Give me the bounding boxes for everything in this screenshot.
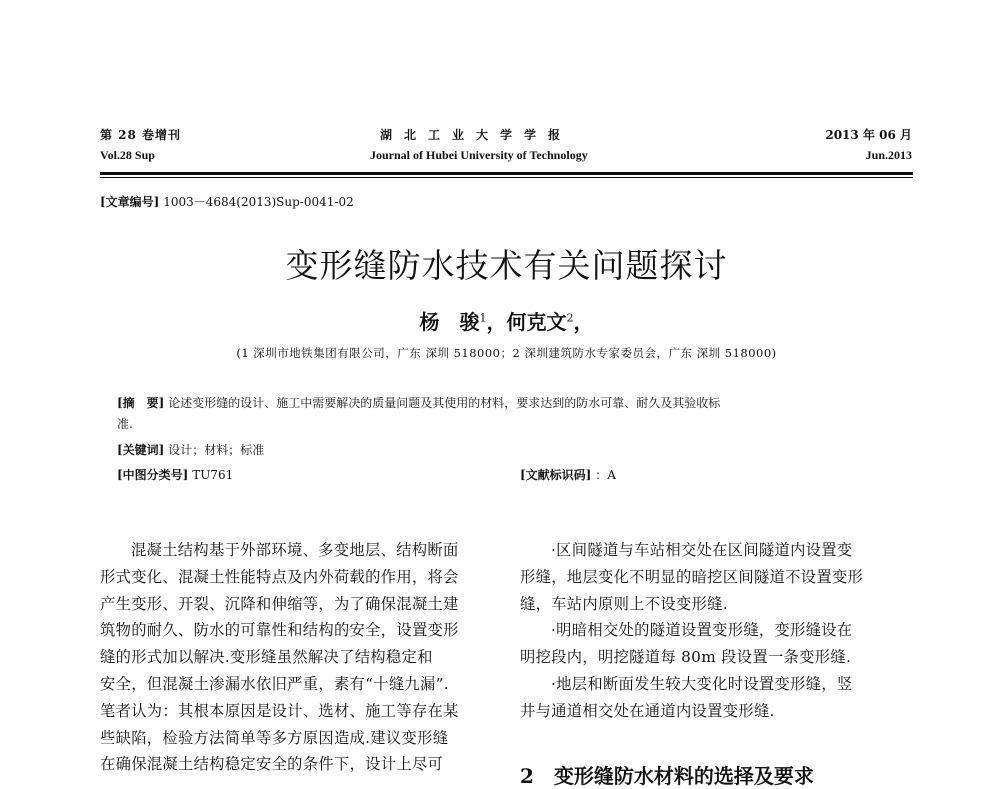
left-line-2: 产生变形、开裂、沉降和伸缩等，为了确保混凝土建: [100, 594, 459, 613]
keywords-label: [关键词]: [117, 443, 165, 457]
right-line-3: ·明暗相交处的隧道设置变形缝，变形缝设在: [551, 621, 853, 640]
header-rule-thick: [100, 172, 913, 175]
doc-code-value: ：A: [595, 468, 616, 482]
left-line-7: 些缺陷，检验方法简单等多方原因造成.建议变形缝: [100, 728, 449, 747]
right-line-5: ·地层和断面发生较大变化时设置变形缝，竖: [551, 674, 853, 693]
authors: [100, 306, 913, 335]
right-line-6: 井与通道相交处在通道内设置变形缝.: [520, 701, 775, 720]
author-1-affil: 1: [479, 311, 487, 325]
author-end: ，: [573, 310, 594, 334]
date-cn: 2013 年 06 月: [825, 128, 912, 142]
header-rule-thin: [100, 177, 913, 178]
right-column: [520, 537, 915, 725]
keywords-value: 设计；材料；标准: [168, 443, 265, 457]
article-number-value: 1003－4684(2013)Sup-0041-02: [163, 195, 354, 209]
article-number-label: [文章编号]: [100, 195, 160, 209]
paper-title: 变形缝防水技术有关问题探讨: [285, 246, 728, 285]
left-line-8: 在确保混凝土结构稳定安全的条件下，设计上尽可: [100, 755, 444, 774]
affiliations: (1 深圳市地铁集团有限公司，广东 深圳 518000；2 深圳建筑防水专家委员会，广东 深圳 518000): [236, 346, 777, 360]
left-line-6: 笔者认为：其根本原因是设计、选材、施工等存在某: [100, 701, 459, 720]
abstract-line-2: 准.: [117, 417, 133, 431]
date-en: Jun.2013: [865, 148, 912, 162]
clc-value: TU761: [192, 468, 234, 482]
volume-en: Vol.28 Sup: [100, 148, 155, 162]
right-line-0: ·区间隧道与车站相交处在区间隧道内设置变: [551, 541, 853, 559]
left-line-4: 缝的形式加以解决.变形缝虽然解决了结构稳定和: [100, 648, 433, 667]
abstract-line-1: [117, 393, 897, 413]
left-column: [100, 537, 495, 778]
author-2: 何克文: [506, 310, 567, 334]
section-heading: 2 变形缝防水材料的选择及要求: [520, 764, 814, 788]
right-line-1: 形缝，地层变化不明显的暗挖区间隧道不设置变形: [520, 567, 864, 586]
doc-code: [520, 465, 616, 485]
abstract-label: [摘 要]: [117, 396, 165, 410]
author-1: 杨 骏: [419, 310, 480, 334]
article-number: [100, 193, 354, 210]
left-line-1: 形式变化、混凝土性能特点及内外荷载的作用，将会: [100, 567, 459, 586]
left-line-5: 安全，但混凝土渗漏水依旧严重，素有“十缝九漏”.: [100, 674, 449, 693]
right-line-4: 明挖段内，明挖隧道每 80m 段设置一条变形缝.: [520, 648, 852, 667]
journal-cn: 湖北工业大学学报: [380, 128, 573, 142]
abstract-text-1: 论述变形缝的设计、施工中需要解决的质量问题及其使用的材料，要求达到的防水可靠、耐久及其验收标: [168, 396, 721, 410]
clc-number: [117, 465, 233, 485]
journal-en: Journal of Hubei University of Technology: [370, 148, 588, 162]
keywords: [117, 440, 264, 460]
author-sep: ，: [486, 310, 507, 334]
left-line-0: 混凝土结构基于外部环境、多变地层、结构断面: [131, 541, 459, 559]
author-2-affil: 2: [566, 311, 574, 325]
doc-code-label: [文献标识码]: [520, 468, 592, 482]
right-line-2: 缝，车站内原则上不设变形缝.: [520, 594, 728, 613]
left-line-3: 筑物的耐久、防水的可靠性和结构的安全，设置变形: [100, 621, 459, 640]
clc-label: [中图分类号]: [117, 468, 189, 482]
volume-cn: 第 28 卷增刊: [100, 128, 182, 142]
